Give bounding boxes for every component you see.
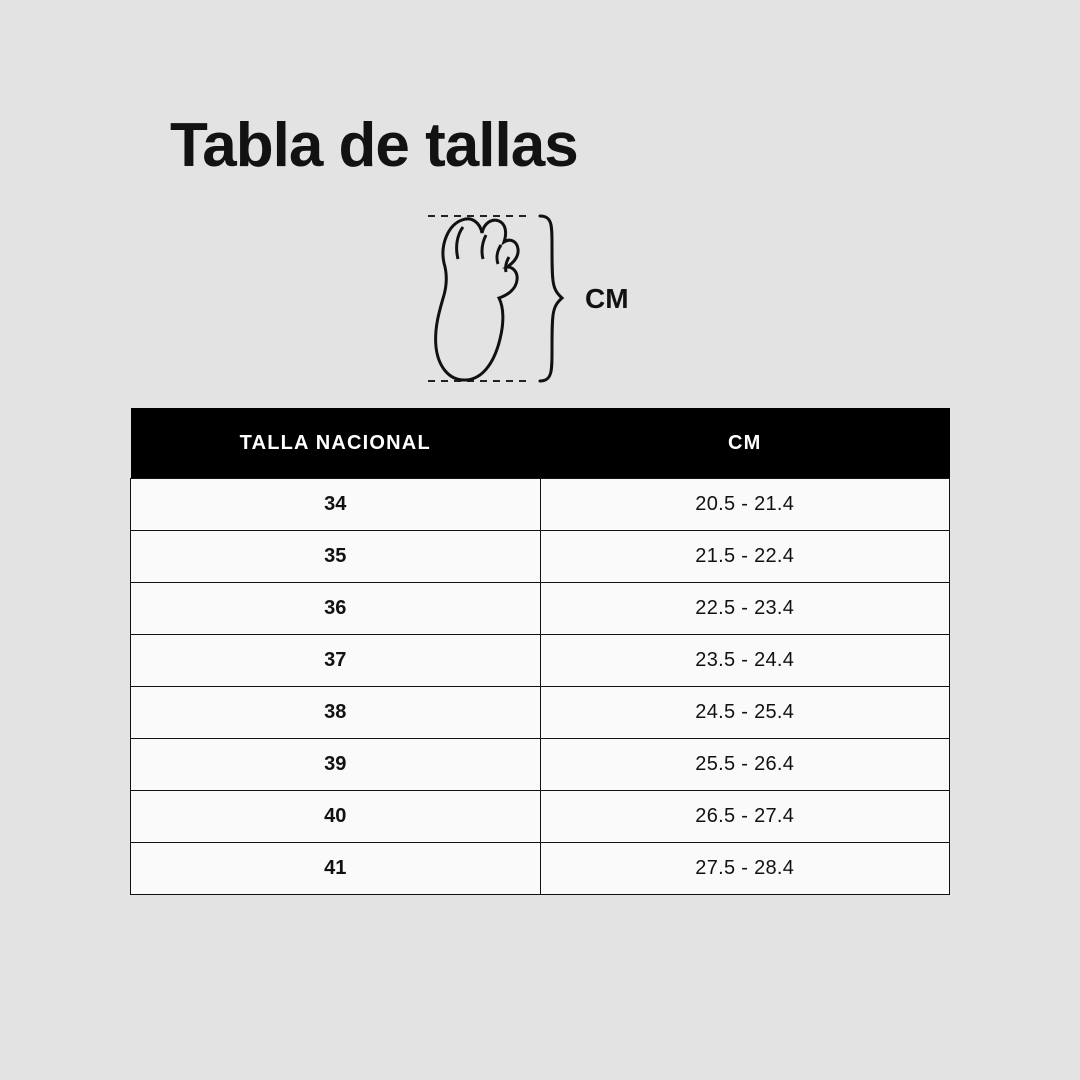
cell-cm: 27.5 - 28.4 [540, 843, 950, 895]
measure-brace-icon [540, 216, 562, 381]
cell-cm: 25.5 - 26.4 [540, 739, 950, 791]
foot-measure-diagram [400, 205, 700, 395]
cell-cm: 26.5 - 27.4 [540, 791, 950, 843]
cell-size: 38 [131, 687, 541, 739]
table-header-talla-nacional: TALLA NACIONAL [131, 408, 541, 479]
cell-cm: 22.5 - 23.4 [540, 583, 950, 635]
cell-size: 39 [131, 739, 541, 791]
cell-cm: 23.5 - 24.4 [540, 635, 950, 687]
cell-size: 40 [131, 791, 541, 843]
footprint-icon [436, 219, 519, 380]
page-title: Tabla de tallas [170, 111, 578, 180]
table-row [131, 843, 950, 895]
table-row [131, 583, 950, 635]
table-row [131, 687, 950, 739]
table-row [131, 479, 950, 531]
size-table [130, 408, 950, 895]
cell-size: 35 [131, 531, 541, 583]
cell-cm: 24.5 - 25.4 [540, 687, 950, 739]
cell-size: 37 [131, 635, 541, 687]
cell-size: 41 [131, 843, 541, 895]
table-row [131, 791, 950, 843]
cell-cm: 20.5 - 21.4 [540, 479, 950, 531]
table-row [131, 531, 950, 583]
cm-measure-label: CM [585, 283, 629, 314]
table-header-row [131, 408, 950, 479]
cell-size: 34 [131, 479, 541, 531]
cell-cm: 21.5 - 22.4 [540, 531, 950, 583]
cell-size: 36 [131, 583, 541, 635]
table-row [131, 739, 950, 791]
table-header-cm: CM [540, 408, 950, 479]
table-row [131, 635, 950, 687]
